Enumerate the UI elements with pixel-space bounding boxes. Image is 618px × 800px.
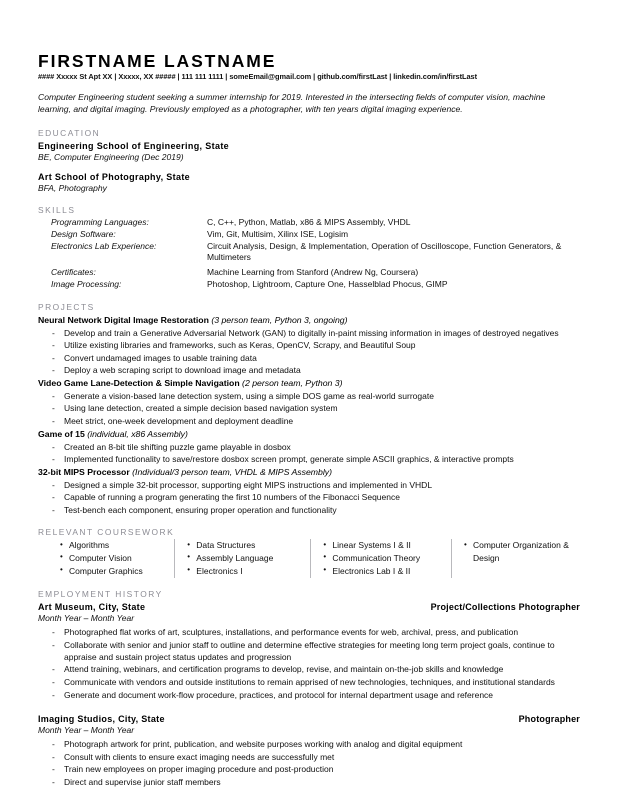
candidate-name: FIRSTNAME LASTNAME: [38, 51, 277, 71]
project-bullet: - Meet strict, one-week development and deployment deadline: [52, 415, 580, 427]
project-name: Game of 15: [38, 428, 85, 439]
coursework-column: [60, 539, 174, 578]
project-title: [38, 377, 580, 390]
job-bullet: - Collaborate with senior and junior staff to outline and determine effective strategies for meeting long term project goals, continue to appraise and sustain project status updates and progression: [52, 639, 580, 663]
projects-list: [38, 314, 580, 516]
coursework-column: [310, 539, 451, 578]
project-bullet: - Convert undamaged images to usable training data: [52, 352, 580, 364]
employment-list: [38, 601, 580, 788]
skill-row: [51, 264, 593, 279]
job-bullet: - Attend training, webinars, and certification programs to develop, revise, and maintain on-the-job skills and knowledge: [52, 663, 580, 675]
project-meta: (Individual/3 person team, VHDL & MIPS Assembly): [129, 466, 333, 477]
coursework-item: • Assembly Language: [187, 552, 300, 565]
education-list: [38, 140, 580, 194]
employment-entry: [38, 601, 580, 701]
project-bullet: - Test-bench each component, ensuring proper operation and functionality: [52, 504, 580, 516]
coursework-item: • Electronics I: [187, 565, 300, 578]
project-bullet-list: [38, 390, 580, 427]
job-dates: Month Year – Month Year: [38, 613, 135, 624]
skill-value: Vim, Git, Multisim, Xilinx ISE, Logisim: [207, 228, 349, 239]
project-bullet-list: [38, 327, 580, 377]
skill-label: Certificates:: [51, 267, 96, 278]
skills-table: [51, 217, 593, 290]
job-bullet-list: [38, 626, 580, 700]
job-spacer: [38, 702, 580, 713]
job-bullet: - Consult with clients to ensure exact imaging needs are successfully met: [52, 751, 580, 763]
contact-line: #### Xxxxx St Apt XX | Xxxxx, XX ##### | 111 111 1111 | someEmail@gmail.com | github.com/firstLast | linkedin.com/in/firstLast: [38, 72, 478, 82]
skill-label: Design Software:: [51, 228, 116, 239]
project-meta: (individual, x86 Assembly): [84, 428, 188, 439]
project-entry: [38, 314, 580, 377]
section-heading-skills: SKILLS: [38, 205, 76, 216]
section-heading-education: EDUCATION: [38, 128, 101, 139]
project-entry: [38, 466, 580, 516]
job-title: Photographer: [518, 713, 580, 724]
education-entry: [38, 171, 580, 195]
coursework-list: [323, 539, 441, 578]
education-entry: [38, 140, 580, 164]
coursework-columns: [60, 539, 580, 578]
project-meta: (2 person team, Python 3): [239, 377, 343, 388]
project-bullet-list: [38, 479, 580, 516]
job-header-row: [38, 713, 580, 726]
project-name: Video Game Lane-Detection & Simple Navigation: [38, 377, 240, 388]
coursework-item: • Linear Systems I & II: [323, 539, 441, 552]
job-bullet: - Photograph artwork for print, publication, and website purposes working with analog and digital equipment: [52, 738, 580, 750]
skill-label: Image Processing:: [51, 278, 122, 289]
job-bullet: - Train new employees on proper imaging procedure and post-production: [52, 763, 580, 775]
objective-summary: Computer Engineering student seeking a summer internship for 2019. Interested in the intersecting fields of computer vision, machine learning, and digital imaging. Previously employed as a photographer, with ten years digital imaging experience.: [38, 91, 546, 114]
project-bullet: - Created an 8-bit tile shifting puzzle game playable in dosbox: [52, 441, 580, 453]
project-entry: [38, 428, 580, 466]
project-bullet: - Implemented functionality to save/restore dosbox screen prompt, generate simple ASCII graphics, & interactive prompts: [52, 453, 580, 465]
skill-value: Circuit Analysis, Design, & Implementation, Operation of Oscilloscope, Function Generators, & Multimeters: [207, 240, 562, 263]
section-projects: [38, 302, 580, 516]
project-bullet: - Develop and train a Generative Adversarial Network (GAN) to digitally in-paint missing information in images of destroyed negatives: [52, 327, 580, 339]
section-employment: [38, 589, 580, 788]
project-entry: [38, 377, 580, 427]
coursework-item: • Communication Theory: [323, 552, 441, 565]
coursework-item: • Computer Organization & Design: [464, 539, 570, 565]
job-organization: Imaging Studios, City, State: [38, 713, 165, 724]
job-dates: Month Year – Month Year: [38, 725, 135, 736]
skill-row: [51, 229, 593, 241]
section-heading-projects: PROJECTS: [38, 301, 95, 312]
job-organization: Art Museum, City, State: [38, 601, 146, 612]
section-education: [38, 128, 580, 194]
job-bullet: - Generate and document work-flow procedure, practices, and protocol for internal department usage and reference: [52, 689, 580, 701]
project-bullet: - Deploy a web scraping script to download image and metadata: [52, 364, 580, 376]
coursework-item: • Computer Vision: [60, 552, 164, 565]
skill-row: [51, 217, 593, 229]
section-heading-employment: EMPLOYMENT HISTORY: [38, 588, 163, 599]
project-meta: (3 person team, Python 3, ongoing): [208, 314, 348, 325]
employment-entry: [38, 713, 580, 788]
project-bullet: - Designed a simple 32-bit processor, supporting eight MIPS instructions and implemented in VHDL: [52, 479, 580, 491]
coursework-column: [174, 539, 310, 578]
project-bullet: - Capable of running a program generating the first 10 numbers of the Fibonacci Sequence: [52, 491, 580, 503]
coursework-list: [60, 539, 164, 578]
job-bullet-list: [38, 738, 580, 788]
job-title: Project/Collections Photographer: [430, 601, 580, 612]
section-heading-coursework: RELEVANT COURSEWORK: [38, 527, 175, 537]
skill-row: [51, 279, 593, 291]
project-title: [38, 466, 580, 479]
education-school: Art School of Photography, State: [38, 171, 191, 182]
job-header-row: [38, 601, 580, 614]
skill-value: Photoshop, Lightroom, Capture One, Hasselblad Phocus, GIMP: [207, 278, 448, 289]
project-bullet: - Utilize existing libraries and frameworks, such as Keras, OpenCV, Scrapy, and Beautiful Soup: [52, 339, 580, 351]
section-skills: [38, 205, 580, 290]
coursework-list: [187, 539, 300, 578]
project-bullet-list: [38, 441, 580, 466]
section-coursework: [38, 527, 580, 578]
skill-value: Machine Learning from Stanford (Andrew Ng, Coursera): [207, 267, 419, 278]
coursework-item: • Computer Graphics: [60, 565, 164, 578]
project-bullet: - Generate a vision-based lane detection system, using a simple DOS game as real-world surrogate: [52, 390, 580, 402]
education-degree: BFA, Photography: [38, 182, 107, 193]
job-bullet: - Communicate with vendors and outside institutions to remain apprised of new technologies, techniques, and institutional standards: [52, 676, 580, 688]
skill-label: Programming Languages:: [51, 217, 149, 228]
education-degree: BE, Computer Engineering (Dec 2019): [38, 152, 184, 163]
coursework-column: [451, 539, 580, 578]
coursework-item: • Data Structures: [187, 539, 300, 552]
skill-row: [51, 241, 593, 264]
coursework-list: [464, 539, 570, 565]
project-name: Neural Network Digital Image Restoration: [38, 314, 209, 325]
skill-label: Electronics Lab Experience:: [51, 240, 157, 251]
coursework-item: • Electronics Lab I & II: [323, 565, 441, 578]
project-bullet: - Using lane detection, created a simple decision based navigation system: [52, 402, 580, 414]
project-name: 32-bit MIPS Processor: [38, 466, 130, 477]
job-bullet: - Direct and supervise junior staff members: [52, 776, 580, 788]
project-title: [38, 428, 580, 441]
education-school: Engineering School of Engineering, State: [38, 141, 230, 152]
resume-header: [38, 52, 580, 115]
skill-value: C, C++, Python, Matlab, x86 & MIPS Assembly, VHDL: [207, 217, 411, 228]
coursework-item: • Algorithms: [60, 539, 164, 552]
job-bullet: - Photographed flat works of art, sculptures, installations, and performance events for web, archival, press, and publication: [52, 626, 580, 638]
project-title: [38, 314, 580, 327]
